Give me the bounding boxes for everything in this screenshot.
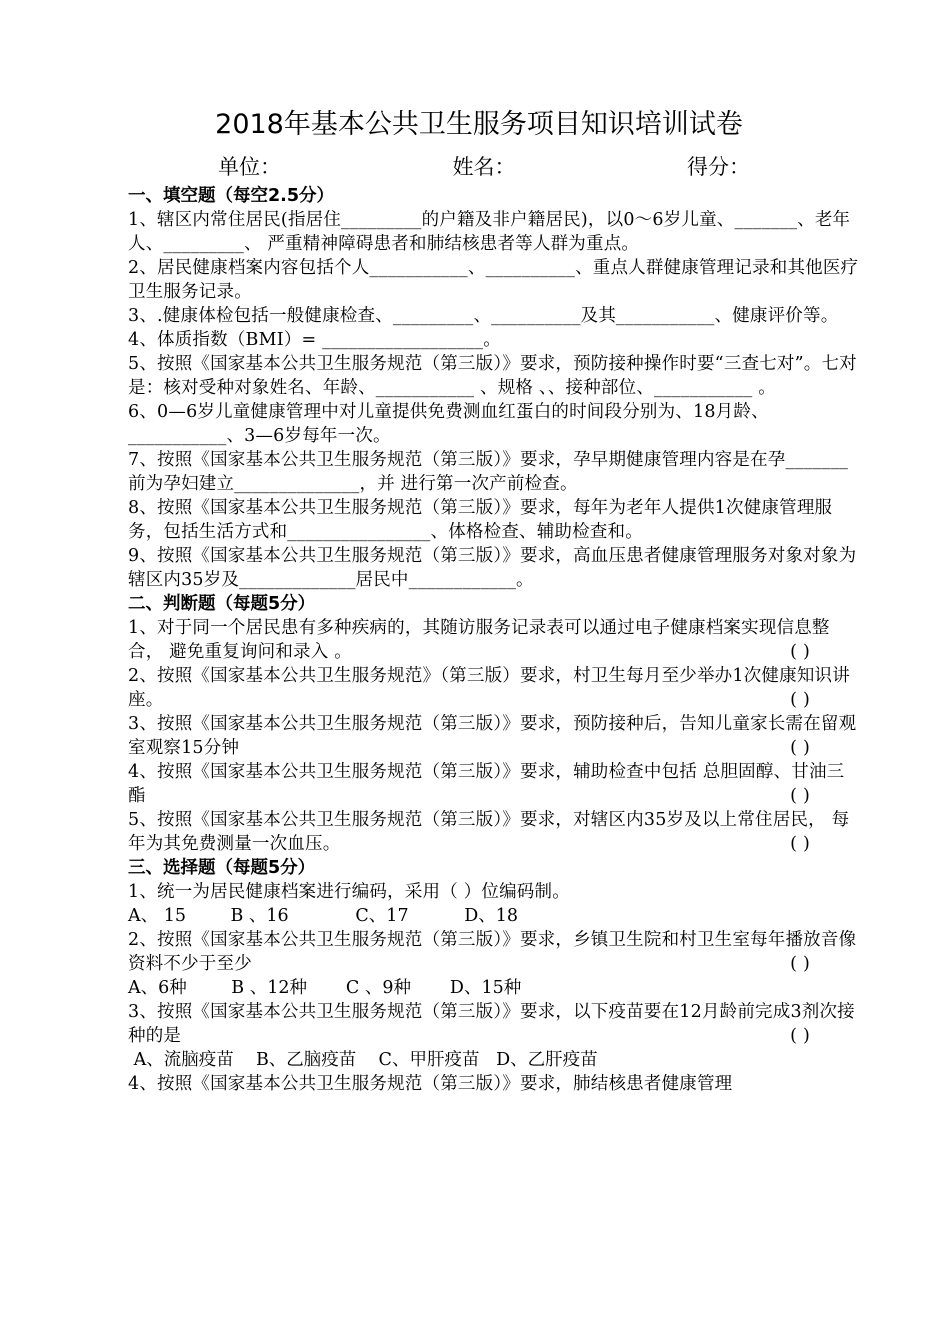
name-field-label: 姓名： (452, 155, 516, 179)
true-false-question-3 (128, 712, 860, 760)
true-false-question-4 (128, 760, 860, 808)
header-fields (128, 150, 860, 184)
true-false-question-5 (128, 808, 860, 856)
answer-paren: ( ) (790, 834, 810, 854)
fill-blank-question-9: 9、按照《国家基本公共卫生服务规范（第三版）》要求，高血压患者健康管理服务对象对象为辖区内35岁及_____________居民中____________。 (128, 546, 857, 590)
choice-question-1-options: A、 15 B 、16 C、17 D、18 (128, 906, 518, 926)
fill-blank-question-2: 2、居民健康档案内容包括个人___________、__________、重点人群健康管理记录和其他医疗卫生服务记录。 (128, 258, 859, 302)
answer-paren: ( ) (790, 642, 810, 662)
question-text: 2、按照《国家基本公共卫生服务规范（第三版）》要求，乡镇卫生院和村卫生室每年播放音像资料不少于至少 (128, 930, 857, 974)
question-text: 2、按照《国家基本公共卫生服务规范》（第三版）要求，村卫生每月至少举办1次健康知识讲座。 (128, 666, 850, 710)
true-false-question-1 (128, 616, 860, 664)
question-text: 4、按照《国家基本公共卫生服务规范（第三版）》要求，辅助检查中包括 总胆固醇、甘油三酯 (128, 762, 845, 806)
fill-blank-question-4: 4、体质指数（BMI）= __________________。 (128, 330, 501, 350)
choice-question-4: 4、按照《国家基本公共卫生服务规范（第三版）》要求，肺结核患者健康管理 (128, 1074, 733, 1094)
section-choice-heading: 三、选择题（每题5分） (128, 858, 316, 878)
fill-blank-question-1: 1、辖区内常住居民(指居住_________的户籍及非户籍居民)，以0～6岁儿童、_______、老年人、_________、 严重精神障碍患者和肺结核患者等人群为重点。 (128, 210, 851, 254)
fill-blank-question-5: 5、按照《国家基本公共卫生服务规范（第三版）》要求，预防接种操作时要“三查七对”。七对是：核对受种对象姓名、年龄、___________ 、规格 、、接种部位、___________ 。 (128, 354, 857, 398)
answer-paren: ( ) (790, 690, 810, 710)
fill-blank-question-3: 3、.健康体检包括一般健康检查、_________、__________及其___________、健康评价等。 (128, 306, 839, 326)
fill-blank-question-8: 8、按照《国家基本公共卫生服务规范（第三版）》要求，每年为老年人提供1次健康管理服务，包括生活方式和________________、体格检查、辅助检查和。 (128, 498, 833, 542)
fill-blank-question-6: 6、0—6岁儿童健康管理中对儿童提供免费测血红蛋白的时间段分别为、18月龄、___________、3—6岁每年一次。 (128, 402, 769, 446)
unit-field-label: 单位： (218, 155, 281, 179)
choice-question-2-options: A、6种 B 、12种 C 、9种 D、15种 (128, 978, 522, 998)
choice-question-2 (128, 928, 860, 976)
score-field-label: 得分： (687, 155, 750, 179)
question-text: 5、按照《国家基本公共卫生服务规范（第三版）》要求，对辖区内35岁及以上常住居民， 每年为其免费测量一次血压。 (128, 810, 850, 854)
question-text: 1、对于同一个居民患有多种疾病的，其随访服务记录表可以通过电子健康档案实现信息整合， 避免重复询问和录入 。 (128, 618, 830, 662)
answer-paren: ( ) (790, 738, 810, 758)
answer-paren: ( ) (790, 786, 810, 806)
true-false-question-2 (128, 664, 860, 712)
choice-question-3 (128, 1000, 860, 1048)
choice-question-1: 1、统一为居民健康档案进行编码，采用（ ）位编码制。 (128, 882, 570, 902)
fill-blank-question-7: 7、按照《国家基本公共卫生服务规范（第三版）》要求，孕早期健康管理内容是在孕_______前为孕妇建立______________，并 进行第一次产前检查。 (128, 450, 849, 494)
question-text: 3、按照《国家基本公共卫生服务规范（第三版）》要求，预防接种后，告知儿童家长需在留观室观察15分钟 (128, 714, 857, 758)
answer-paren: ( ) (790, 954, 810, 974)
section-true-false-heading: 二、判断题（每题5分） (128, 594, 316, 614)
question-text: 3、按照《国家基本公共卫生服务规范（第三版）》要求，以下疫苗要在12月龄前完成3剂次接种的是 (128, 1002, 855, 1046)
choice-question-3-options: A、流脑疫苗 B、乙脑疫苗 C、甲肝疫苗 D、乙肝疫苗 (128, 1050, 598, 1070)
page-title: 2018年基本公共卫生服务项目知识培训试卷 (215, 109, 743, 140)
answer-paren: ( ) (790, 1026, 810, 1046)
section-fill-blank-heading: 一、填空题（每空2.5分） (128, 186, 335, 206)
